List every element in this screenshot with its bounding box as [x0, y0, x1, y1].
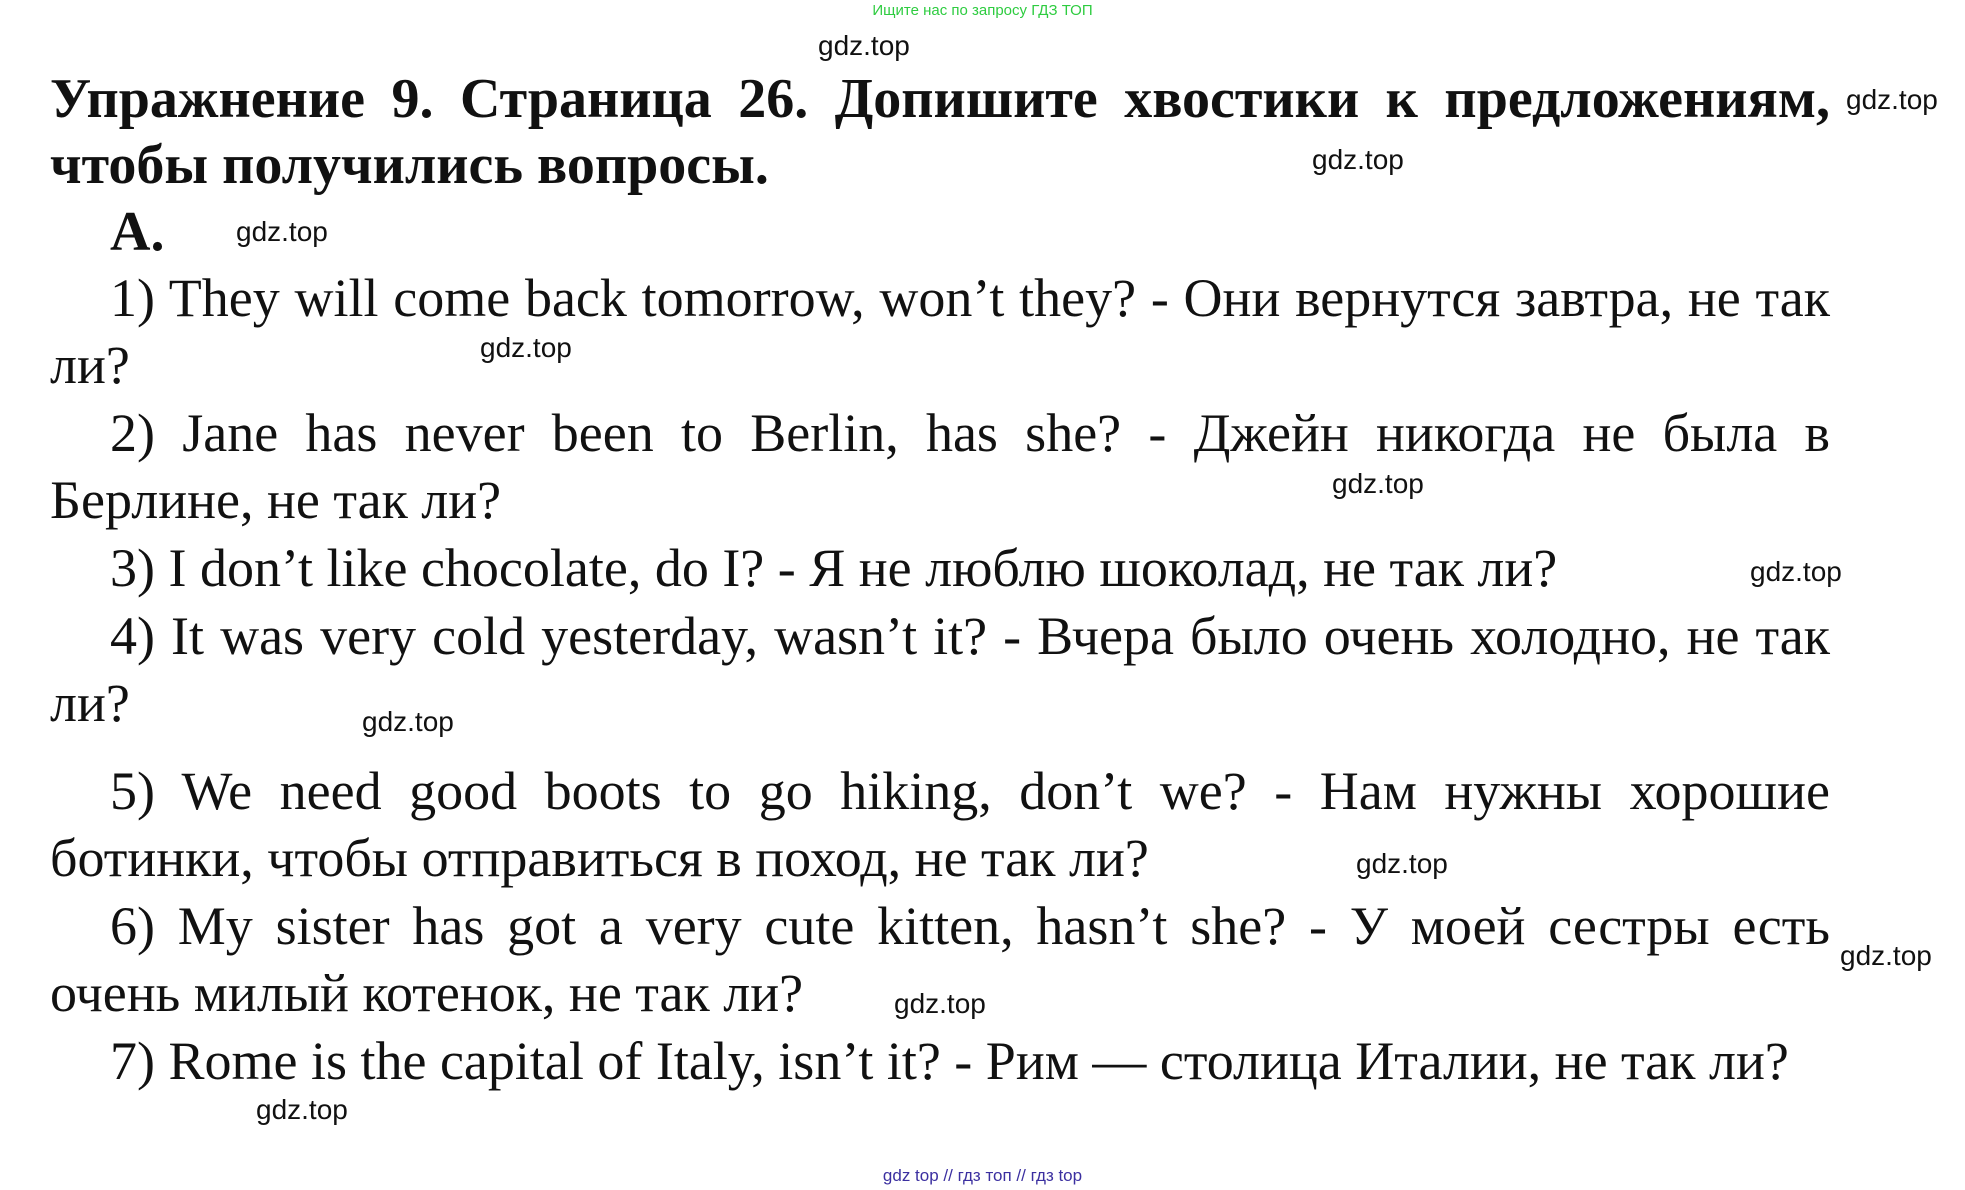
watermark: gdz.top	[256, 1094, 348, 1125]
exercise-title: Упражнение 9. Страница 26. Допишите хвостики к предложениям, чтобы получились вопросы.	[50, 68, 1830, 196]
watermark: gdz.top	[1356, 848, 1448, 879]
watermark: gdz.top	[236, 216, 328, 247]
exercise-item-4: 4) It was very cold yesterday, wasn’t it? - Вчера было очень холодно, не так ли?	[50, 606, 1830, 733]
exercise-item-1: 1) They will come back tomorrow, won’t they? - Они вернутся завтра, не так ли?	[50, 268, 1830, 395]
watermark: gdz.top	[1840, 940, 1932, 971]
exercise-item-7: 7) Rome is the capital of Italy, isn’t it? - Рим — столица Италии, не так ли?	[110, 1031, 1789, 1091]
watermark: gdz.top	[1312, 144, 1404, 175]
watermark: gdz.top	[1846, 84, 1938, 115]
watermark: gdz.top	[362, 706, 454, 737]
top-banner: Ищите нас по запросу ГДЗ ТОП	[872, 2, 1093, 19]
watermark: gdz.top	[894, 988, 986, 1019]
exercise-item-6: 6) My sister has got a very cute kitten, hasn’t she? - У моей сестры есть очень милый котенок, не так ли?	[50, 896, 1830, 1023]
footer-watermark: gdz top // гдз топ // гдз top	[882, 1166, 1083, 1185]
watermark: gdz.top	[1750, 556, 1842, 587]
watermark: gdz.top	[818, 30, 910, 61]
exercise-item-3: 3) I don’t like chocolate, do I? - Я не люблю шоколад, не так ли?	[110, 538, 1558, 598]
exercise-item-5: 5) We need good boots to go hiking, don’t we? - Нам нужны хорошие ботинки, чтобы отправиться в поход, не так ли?	[50, 761, 1830, 888]
exercise-item-2: 2) Jane has never been to Berlin, has she? - Джейн никогда не была в Берлине, не так ли?	[50, 403, 1830, 530]
section-label: A.	[110, 201, 165, 263]
watermark: gdz.top	[1332, 468, 1424, 499]
watermark: gdz.top	[480, 332, 572, 363]
